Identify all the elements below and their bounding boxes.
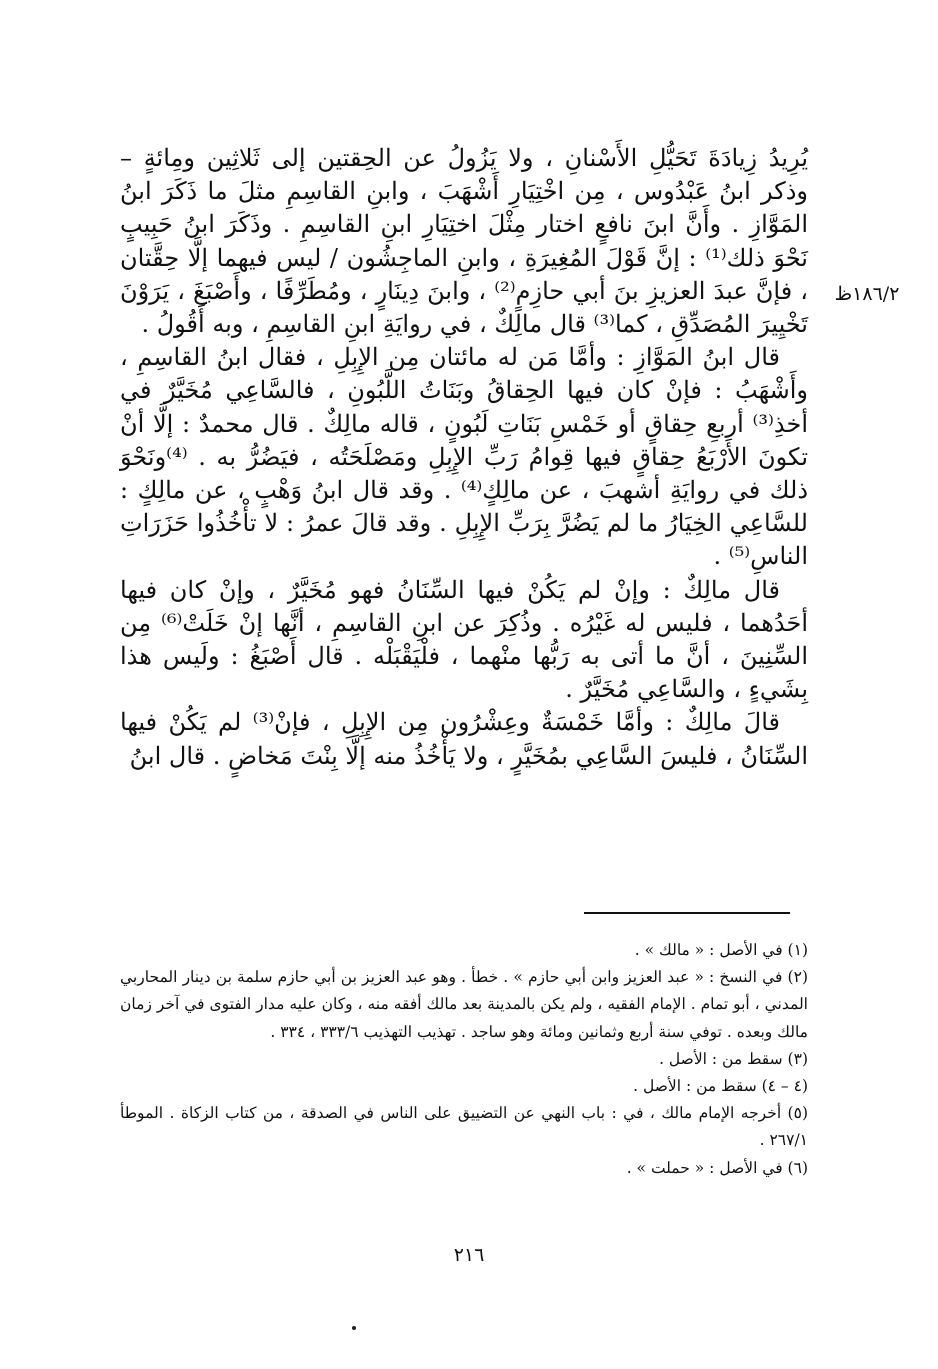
footnote: (٦) في الأصل : « حملت » . xyxy=(626,1158,808,1177)
paragraph: قالَ مالِكٌ : وأمَّا خَمْسَةٌ وعِشْرُون مِن الإِبِلِ ، فإنْ⁽³⁾ لم يَكُنْ فيها السِّنَانُ ، فليسَ السَّاعِي بمُخَيَّرٍ ، ولا يَأْخُذُ منه إلَّا بِنْتَ مَخاضٍ . قال ابنُ xyxy=(120,708,808,770)
footnote: (٤ – ٤) سقط من : الأصل . xyxy=(633,1077,808,1096)
footnote-divider xyxy=(584,912,790,914)
footnote: (٢) في النسخ : « عبد العزيز وابن أبي حازم » . خطأ . وهو عبد العزيز بن أبي حازم سلمة بن دينار المحاربي المدني ، أبو تمام . الإمام الفقيه ، ولم يكن بالمدينة بعد مالك أفقه منه ، وكان عليه مدار الفتوى في آخر زمان مالك وبعده . توفي سنة أربع وثمانين ومائة وهو ساجد . تهذيب التهذيب ٣٣٣/٦ ، ٣٣٤ . xyxy=(120,968,808,1041)
page-number: ٢١٦ xyxy=(453,1244,485,1266)
manuscript-folio-reference: ١٨٦/٢ظ xyxy=(834,283,900,305)
scan-speck xyxy=(352,1326,356,1330)
footnote: (١) في الأصل : « مالك » . xyxy=(634,941,808,959)
paragraph: يُرِيدُ زِيادَةَ تَحَيُّلِ الأَسْنانِ ، ولا يَزُولُ عن الحِقتين إلى ثَلاثِين ومِائةٍ – وذكر ابنُ عَبْدُوس ، مِن اخْتِيَارِ أَشْهَبَ ، وابنِ القاسِمِ مثلَ ما ذَكَرَ ابنُ المَوَّازِ . وأَنَّ ابنَ نافعٍ اختار مِثْلَ اختِيَارِ ابنِ القاسِمِ . وذَكَرَ ابنُ حَبِيبٍ نَحْوَ ذلك⁽¹⁾ : إنَّ قَوْلَ المُغِيرَةِ ، وابنِ الماجِشُون / ليس فيهما إلَّا حِقَّتان ، فإنَّ عبدَ العزيزِ بنَ أبي حازِمٍ⁽²⁾ ، وابنَ دِينَارٍ ، ومُطَرِّفًا ، وأَصْبَغَ ، يَرَوْنَ تَخْيِيرَ المُصَدِّقِ ، كما⁽³⁾ قال مالِكٌ ، في روايَةِ ابنِ القاسِمِ ، وبه أَقُولُ . xyxy=(120,144,808,339)
main-text xyxy=(120,142,808,773)
footnotes xyxy=(120,937,808,1182)
paragraph: قال مالِكٌ : وإنْ لم يَكُنْ فيها السِّنَانُ فهو مُخَيَّرٌ ، وإنْ كان فيها أحَدُهما ، فليس له غَيْرُه . وذُكِرَ عن ابنِ القاسِمِ ، أنَّها إنْ خَلَتْ⁽⁶⁾ مِن السِّنِينَ ، أنَّ ما أتى به رَبُّها منْهما ، فلْيَقْبَلْه . قال أَصْبَغُ : ولَيس هذا بِشَيءٍ ، والسَّاعِي مُخَيَّرٌ . xyxy=(120,575,808,704)
footnote: (٣) سقط من : الأصل . xyxy=(659,1049,808,1068)
paragraph: قال ابنُ المَوَّازِ : وأمَّا مَن له مائتان مِن الإِبِلِ ، فقال ابنُ القاسِمِ ، وأَشْهَبُ : فإنْ كان فيها الحِقاقُ وبَنَاتُ اللَّبُونِ ، فالسَّاعِي مُخَيَّرٌ في أخذِ⁽³⁾ أربعِ حِقاقٍ أو خَمْسِ بَنَاتِ لَبُونٍ ، قاله مالِكٌ . قال محمدٌ : إلَّا أنْ تكونَ الأَرْبَعُ حِقاقٍ فيها قِوامُ رَبِّ الإِبِلِ ومَصْلَحَتُه ، فيَضُرُّ به . ⁽⁴⁾ونَحْوَ ذلك في روايَةِ أشهبَ ، عن مالِكٍ⁽⁴⁾ . وقد قال ابنُ وَهْبٍ ، عن مالِكٍ : للسَّاعِي الخِيَارُ ما لم يَضُرَّ بِرَبِّ الإِبِلِ . وقد قالَ عمرُ : لا تأْخُذُوا حَزَرَاتِ الناسِ⁽⁵⁾ . xyxy=(120,343,809,571)
footnote: (٥) أخرجه الإمام مالك ، في : باب النهي عن التضييق على الناس في الصدقة ، من كتاب الزكاة . الموطأ ٢٦٧/١ . xyxy=(120,1104,808,1150)
